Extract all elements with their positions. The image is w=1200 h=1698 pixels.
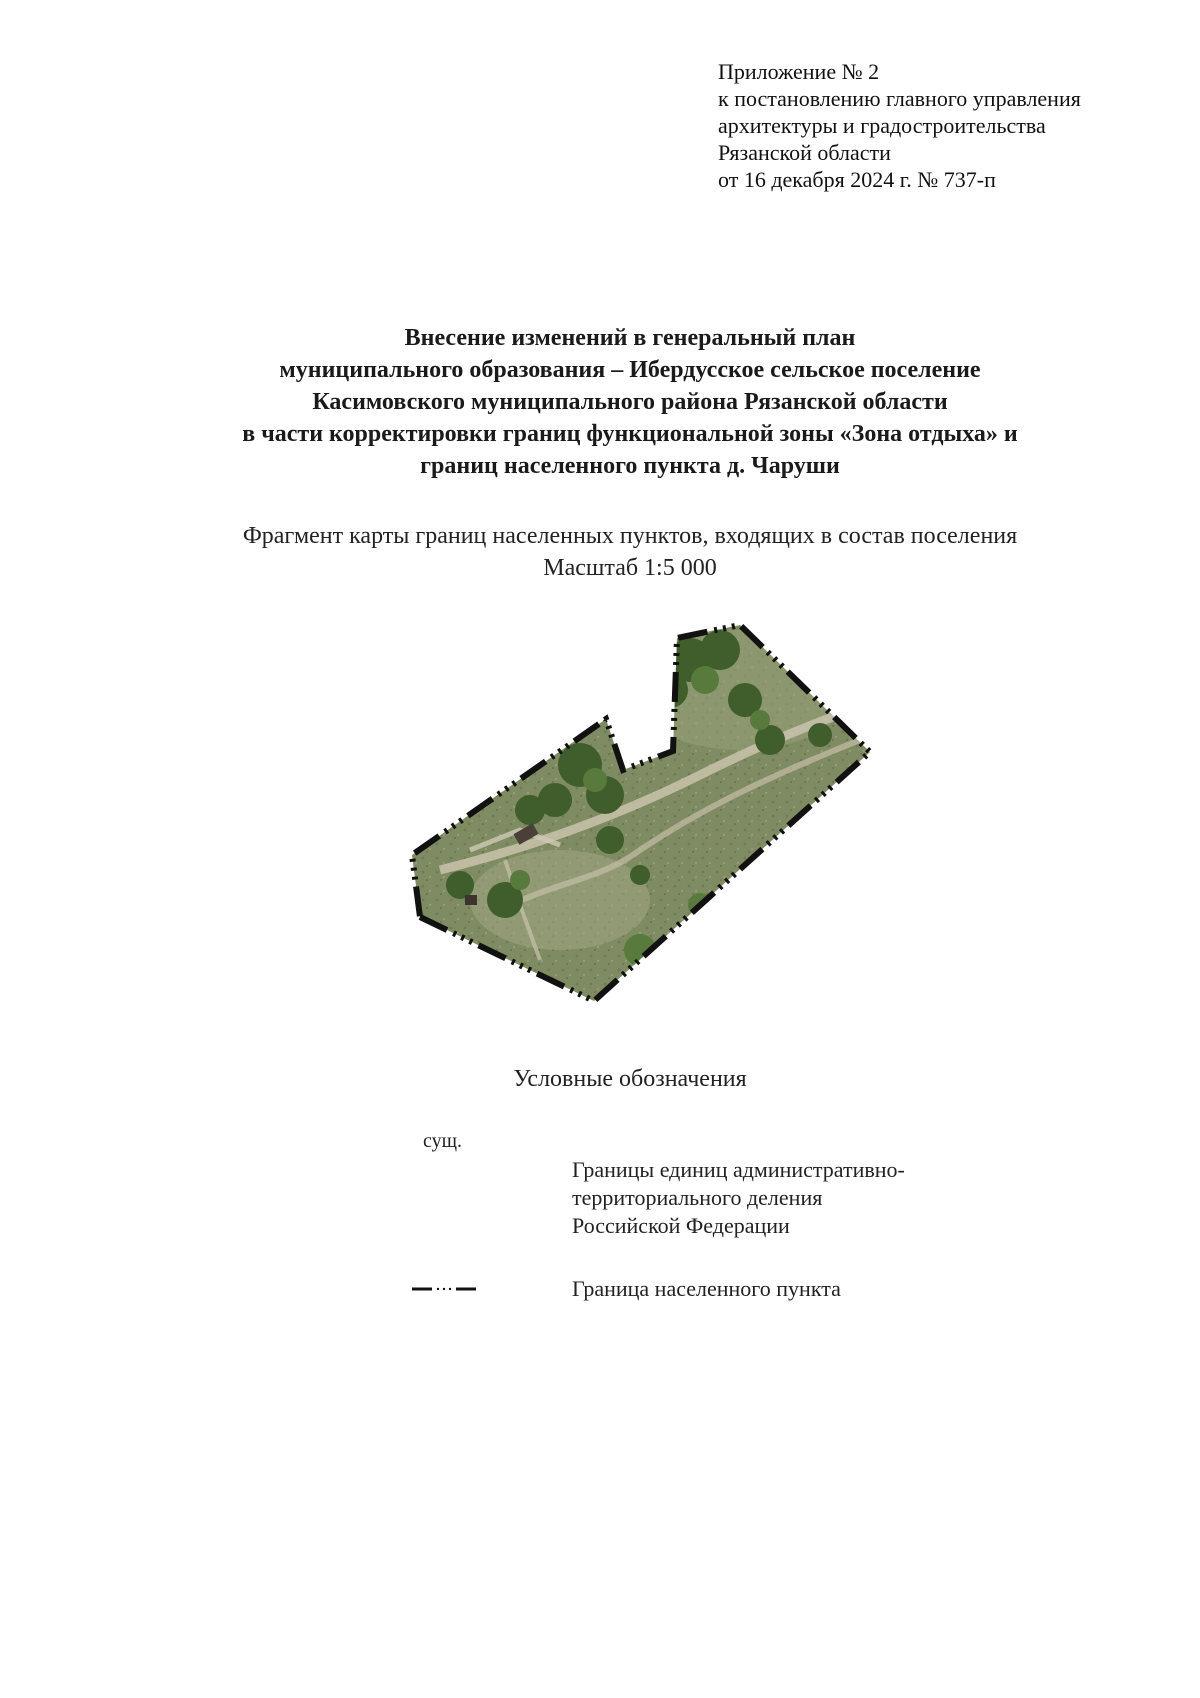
appendix-line: Приложение № 2 <box>718 59 880 84</box>
title-line: Внесение изменений в генеральный план <box>404 325 856 351</box>
scale-label: Масштаб 1:5 000 <box>543 555 717 581</box>
legend-item-settlement-boundary <box>572 1275 841 1303</box>
appendix-line: Рязанской области <box>718 140 891 165</box>
legend-item-line: Российской Федерации <box>572 1213 790 1238</box>
caption-line: Фрагмент карты границ населенных пунктов, входящих в состав поселения <box>242 523 1018 549</box>
title-line: муниципального образования – Ибердусское сельское поселение <box>279 357 981 383</box>
legend-settlement-line-symbol <box>410 1284 480 1294</box>
legend-item-line: территориального деления <box>572 1185 823 1210</box>
legend-item-line: Граница населенного пункта <box>572 1276 841 1301</box>
title-line: границ населенного пункта д. Чаруши <box>420 453 840 479</box>
appendix-line: архитектуры и градостроительства <box>718 113 1046 138</box>
title-line: Касимовского муниципального района Рязанской области <box>312 389 948 415</box>
appendix-line: от 16 декабря 2024 г. № 737-п <box>718 167 996 192</box>
legend-item-admin-boundaries <box>572 1156 905 1240</box>
title-line: в части корректировки границ функциональной зоны «Зона отдыха» и <box>242 421 1018 447</box>
legend-item-line: Границы единиц административно- <box>572 1157 905 1182</box>
appendix-line: к постановлению главного управления <box>718 86 1081 111</box>
legend-title: Условные обозначения <box>513 1066 747 1092</box>
legend-existing-label: сущ. <box>423 1130 463 1152</box>
